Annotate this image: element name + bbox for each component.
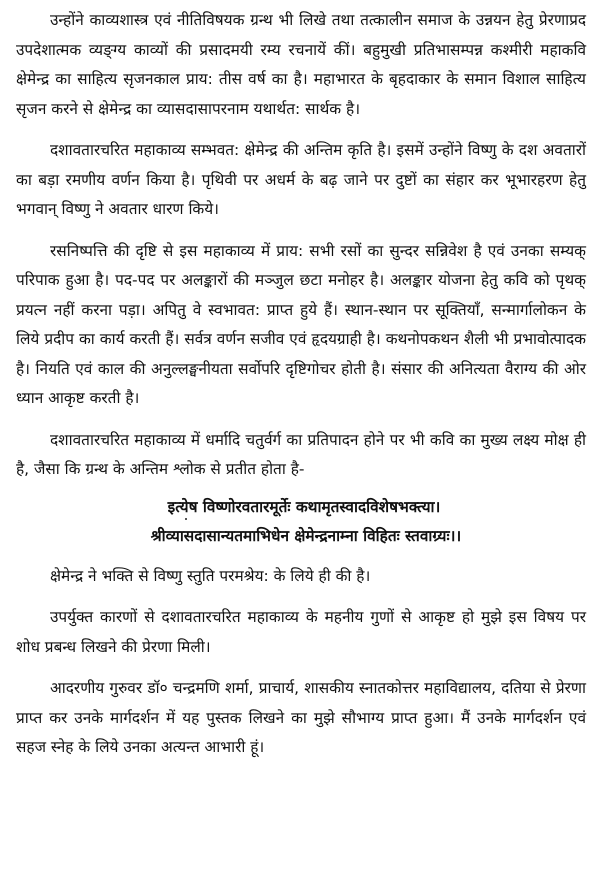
paragraph-dashavatarcharit-intro: दशावतारचरित महाकाव्य सम्भवत: क्षेमेन्द्र की अन्तिम कृति है। इसमें उन्होंने विष्णु के दश अवतारों का बड़ा रमणीय वर्णन किया है। पृथिवी पर अधर्म के बढ़ जाने पर दुष्टों का संहार कर भूभारहरण हेतु भगवान् विष्णु ने अवतार धारण किये।	[16, 141, 586, 218]
closing-shloka	[16, 493, 586, 552]
paragraph-kshemendra-works: उन्होंने काव्यशास्त्र एवं नीतिविषयक ग्रन्थ भी लिखे तथा तत्कालीन समाज के उन्नयन हेतु प्रेरणाप्रद उपदेशात्मक व्यङ्ग्य काव्यों की प्रसादमयी रम्य रचनायें कीं। बहुमुखी प्रतिभासम्पन्न कश्मीरी महाकवि क्षेमेन्द्र का साहित्य सृजनकाल प्राय: तीस वर्ष का है। महाभारत के बृहदाकार के समान विशाल साहित्य सृजन करने से क्षेमेन्द्र का व्यासदासापरनाम यथार्थत: सार्थक है।	[16, 11, 586, 118]
paragraph-bhakti: क्षेमेन्द्र ने भक्ति से विष्णु स्तुति परमश्रेय: के लिये ही की है।	[50, 566, 371, 585]
paragraph-research-motivation: उपर्युक्त कारणों से दशावतारचरित महाकाव्य के महनीय गुणों से आकृष्ट हो मुझे इस विषय पर शोध प्रबन्ध लिखने की प्रेरणा मिली।	[16, 608, 586, 656]
paragraph-acknowledgement: आदरणीय गुरुवर डॉ० चन्द्रमणि शर्मा, प्राचार्य, शासकीय स्नातकोत्तर महाविद्यालय, दतिया से प्रेरणा प्राप्त कर उनके मार्गदर्शन में यह पुस्तक लिखने का मुझे सौभाग्य प्राप्त हुआ। मैं उनके मार्गदर्शन एवं सहज स्नेह के लिये उनका अत्यन्त आभारी हूं।	[16, 679, 586, 756]
paragraph-rasa-alankara: रसनिष्पत्ति की दृष्टि से इस महाकाव्य में प्राय: सभी रसों का सुन्दर सन्निवेश है एवं उनका सम्यक् परिपाक हुआ है। पद-पद पर अलङ्कारों की मञ्जुल छटा मनोहर है। अलङ्कार योजना हेतु कवि को पृथक् प्रयत्न नहीं करना पड़ा। अपितु वे स्वभावत: प्राप्त हुये हैं। स्थान-स्थान पर सूक्तियाँ, सन्मार्गालोकन के लिये प्रदीप का कार्य करती हैं। सर्वत्र वर्णन सजीव एवं हृदयग्राही है। कथनोपकथन शैली भी प्रभावोत्पादक है। नियति एवं काल की अनुल्लङ्घनीयता सर्वोपरि दृष्टिगोचर होती है। संसार की अनित्यता वैराग्य की ओर ध्यान आकृष्ट करती है।	[16, 241, 586, 407]
paragraph-moksha-aim: दशावतारचरित महाकाव्य में धर्मादि चतुर्वर्ग का प्रतिपादन होने पर भी कवि का मुख्य लक्ष्य मोक्ष ही है, जैसा कि ग्रन्थ के अन्तिम श्लोक से प्रतीत होता है-	[16, 430, 586, 478]
shloka-line-1: इत्येष विष्णोरवतारमूर्तेः कथामृतस्वादविशेषभक्त्या।	[167, 497, 441, 516]
shloka-line-2: श्रीव्यासदासान्यतमाभिधेन क्षेमेन्द्रनाम्ना विहितः स्तवाग्र्यः।।	[150, 527, 462, 545]
print-speck	[185, 518, 187, 520]
